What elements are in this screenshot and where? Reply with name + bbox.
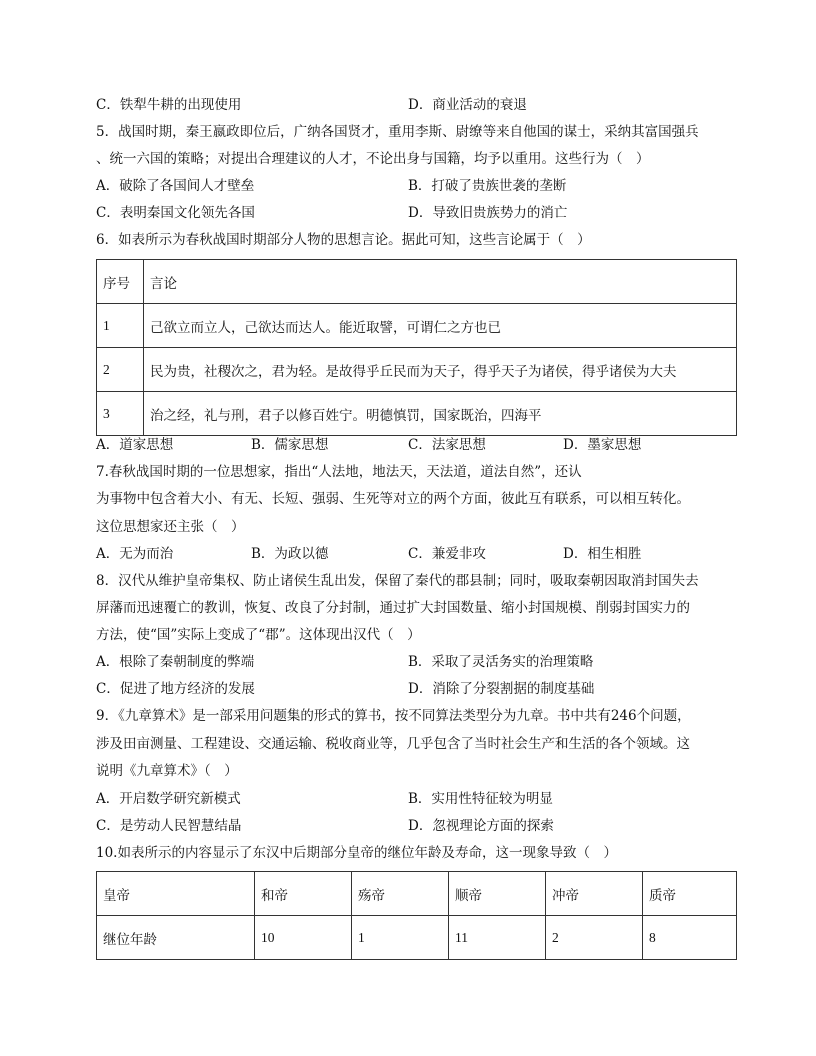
- q9-option-d: D．忽视理论方面的探索: [408, 818, 554, 834]
- table-header-cell: 言论: [144, 260, 737, 304]
- q6-option-c: C．法家思想: [408, 437, 486, 453]
- q7-stem-line3: 这位思想家还主张（ ）: [96, 519, 245, 535]
- table-cell: 殇帝: [352, 872, 449, 916]
- table-row: [97, 348, 737, 392]
- q9-option-c: C．是劳动人民智慧结晶: [96, 818, 242, 834]
- table-cell: 8: [643, 916, 737, 960]
- q6-stem: 6．如表所示为春秋战国时期部分人物的思想言论。据此可知，这些言论属于（ ）: [96, 232, 591, 248]
- q9-stem-line1: 9．《九章算术》是一部采用问题集的形式的算书，按不同算法类型分为九章。书中共有246个问题，: [96, 708, 691, 724]
- table-cell: 皇帝: [97, 872, 255, 916]
- table-cell: 继位年龄: [97, 916, 255, 960]
- q4-option-c: C．铁犁牛耕的出现使用: [96, 97, 242, 113]
- q6-table: [96, 259, 737, 436]
- table-cell: 和帝: [255, 872, 352, 916]
- q7-stem-line1: 7.春秋战国时期的一位思想家，指出“人法地，地法天，天法道，道法自然”，还认: [96, 464, 582, 480]
- q8-option-d: D．消除了分裂割据的制度基础: [408, 681, 595, 697]
- table-cell: 11: [449, 916, 546, 960]
- q5-option-c: C．表明秦国文化领先各国: [96, 205, 255, 221]
- table-header-row: [97, 260, 737, 304]
- table-cell: 1: [352, 916, 449, 960]
- q5-option-b: B．打破了贵族世袭的垄断: [408, 178, 567, 194]
- table-row: [97, 304, 737, 348]
- table-cell: 2: [546, 916, 643, 960]
- table-cell-quote: 治之经，礼与刑，君子以修百姓宁。明德慎罚，国家既治，四海平: [144, 392, 737, 436]
- table-cell-quote: 民为贵，社稷次之，君为轻。是故得乎丘民而为天子，得乎天子为诸侯，得乎诸侯为大夫: [144, 348, 737, 392]
- q5-option-d: D．导致旧贵族势力的消亡: [408, 205, 568, 221]
- q9-option-b: B．实用性特征较为明显: [408, 791, 553, 807]
- q9-stem-line2: 涉及田亩测量、工程建设、交通运输、税收商业等，几乎包含了当时社会生产和生活的各个领域。这: [96, 736, 690, 752]
- q8-stem-line1: 8．汉代从维护皇帝集权、防止诸侯生乱出发，保留了秦代的郡县制；同时，吸取秦朝因取消封国失去: [96, 573, 699, 589]
- q6-option-b: B．儒家思想: [251, 437, 329, 453]
- q7-option-b: B．为政以德: [251, 546, 329, 562]
- q7-option-a: A．无为而治: [96, 546, 174, 562]
- q7-stem-line2: 为事物中包含着大小、有无、长短、强弱、生死等对立的两个方面，彼此互有联系，可以相互转化。: [96, 491, 690, 507]
- q4-option-d: D．商业活动的衰退: [408, 97, 527, 113]
- table-row: [97, 916, 737, 960]
- table-cell-index: 3: [97, 392, 144, 436]
- table-cell: 冲帝: [546, 872, 643, 916]
- table-cell: 顺帝: [449, 872, 546, 916]
- table-header-cell: 序号: [97, 260, 144, 304]
- q9-option-a: A．开启数学研究新模式: [96, 791, 241, 807]
- q8-option-a: A．根除了秦朝制度的弊端: [96, 654, 255, 670]
- q8-option-c: C．促进了地方经济的发展: [96, 681, 255, 697]
- q6-option-d: D．墨家思想: [563, 437, 642, 453]
- q7-option-d: D．相生相胜: [563, 546, 642, 562]
- q5-stem-line1: 5．战国时期，秦王嬴政即位后，广纳各国贤才，重用李斯、尉缭等来自他国的谋士，采纳其富国强兵: [96, 124, 699, 140]
- q7-option-c: C．兼爱非攻: [408, 546, 486, 562]
- q9-stem-line3: 说明《九章算术》（ ）: [96, 763, 238, 779]
- q6-option-a: A．道家思想: [96, 437, 174, 453]
- table-cell: 10: [255, 916, 352, 960]
- q5-option-a: A．破除了各国间人才壁垒: [96, 178, 255, 194]
- table-cell-index: 1: [97, 304, 144, 348]
- table-row: [97, 872, 737, 916]
- table-cell: 质帝: [643, 872, 737, 916]
- table-cell-index: 2: [97, 348, 144, 392]
- q5-stem-line2: 、统一六国的策略；对提出合理建议的人才，不论出身与国籍，均予以重用。这些行为（ ）: [96, 151, 650, 167]
- table-row: [97, 392, 737, 436]
- q8-option-b: B．采取了灵活务实的治理策略: [408, 654, 594, 670]
- q10-table: [96, 871, 737, 960]
- q8-stem-line2: 屏藩而迅速覆亡的教训，恢复、改良了分封制，通过扩大封国数量、缩小封国规模、削弱封国实力的: [96, 600, 690, 616]
- q10-stem: 10.如表所示的内容显示了东汉中后期部分皇帝的继位年龄及寿命，这一现象导致（ ）: [96, 845, 617, 861]
- q8-stem-line3: 方法，使“国”实际上变成了“郡”。这体现出汉代（ ）: [96, 627, 421, 643]
- table-cell-quote: 己欲立而立人，己欲达而达人。能近取譬，可谓仁之方也已: [144, 304, 737, 348]
